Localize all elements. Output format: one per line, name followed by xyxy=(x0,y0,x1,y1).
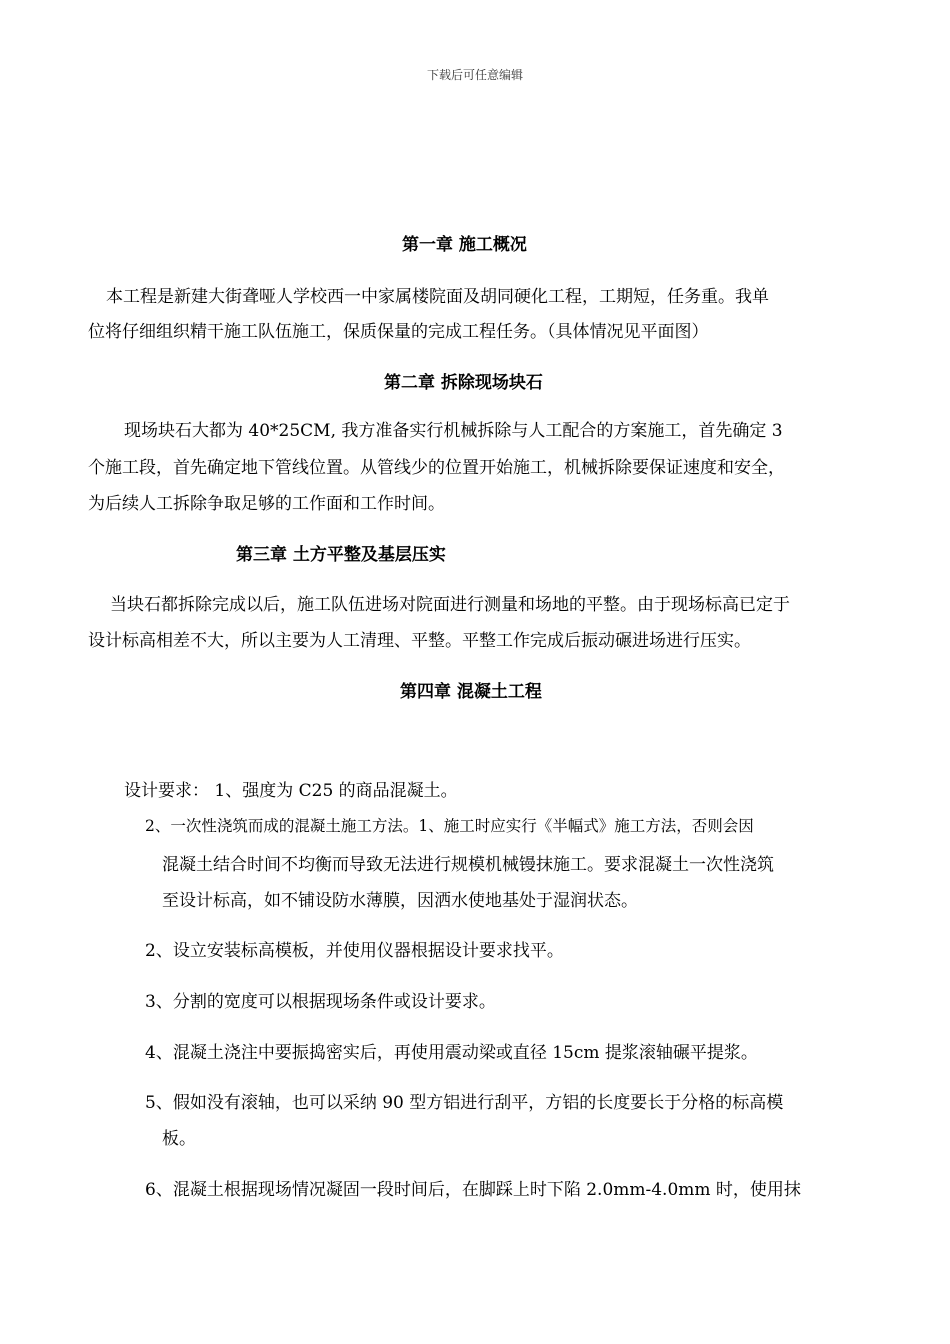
chapter-3-line-2: 设计标高相差不大，所以主要为人工清理、平整。平整工作完成后振动碾进场进行压实。 xyxy=(88,631,751,651)
item-5-line-2: 板。 xyxy=(162,1129,196,1149)
item-3-line: 3、分割的宽度可以根据现场条件或设计要求。 xyxy=(145,992,496,1012)
chapter-1-line-1: 本工程是新建大街聋哑人学校西一中家属楼院面及胡同硬化工程，工期短，任务重。我单 xyxy=(106,287,769,307)
chapter-2-line-3: 为后续人工拆除争取足够的工作面和工作时间。 xyxy=(88,494,445,514)
item-2b-line: 2、设立安装标高模板，并使用仪器根据设计要求找平。 xyxy=(145,941,564,961)
item-2-line-2: 混凝土结合时间不均衡而导致无法进行规模机械镘抹施工。要求混凝土一次性浇筑 xyxy=(162,855,774,875)
chapter-2-line-2: 个施工段，首先确定地下管线位置。从管线少的位置开始施工，机械拆除要保证速度和安全， xyxy=(88,458,785,478)
chapter-4-title: 第四章 混凝土工程 xyxy=(400,682,542,702)
item-2-line-1: 2、一次性浇筑而成的混凝土施工方法。1、施工时应实行《半幅式》施工方法，否则会因 xyxy=(145,817,754,835)
chapter-3-title: 第三章 土方平整及基层压实 xyxy=(236,545,446,565)
chapter-1-title: 第一章 施工概况 xyxy=(402,235,527,255)
item-4-line: 4、混凝土浇注中要振捣密实后，再使用震动梁或直径 15cm 提浆滚轴碾平提浆。 xyxy=(145,1043,758,1063)
item-2-line-3: 至设计标高，如不铺设防水薄膜，因洒水使地基处于湿润状态。 xyxy=(162,891,638,911)
design-requirements-line: 设计要求： 1、强度为 C25 的商品混凝土。 xyxy=(124,781,458,801)
chapter-1-line-2: 位将仔细组织精干施工队伍施工，保质保量的完成工程任务。（具体情况见平面图） xyxy=(88,322,709,342)
chapter-3-line-1: 当块石都拆除完成以后，施工队伍进场对院面进行测量和场地的平整。由于现场标高已定于 xyxy=(110,595,790,615)
item-6-line-1: 6、混凝土根据现场情况凝固一段时间后，在脚踩上时下陷 2.0mm-4.0mm 时，使用抹 xyxy=(145,1180,801,1200)
item-5-line-1: 5、假如没有滚轴，也可以采纳 90 型方铝进行刮平，方铝的长度要长于分格的标高模 xyxy=(145,1093,784,1113)
chapter-2-line-1: 现场块石大都为 40*25CM, 我方准备实行机械拆除与人工配合的方案施工，首先确定 3 xyxy=(124,421,783,441)
page-header: 下载后可任意编辑 xyxy=(426,68,523,82)
chapter-2-title: 第二章 拆除现场块石 xyxy=(384,373,543,393)
